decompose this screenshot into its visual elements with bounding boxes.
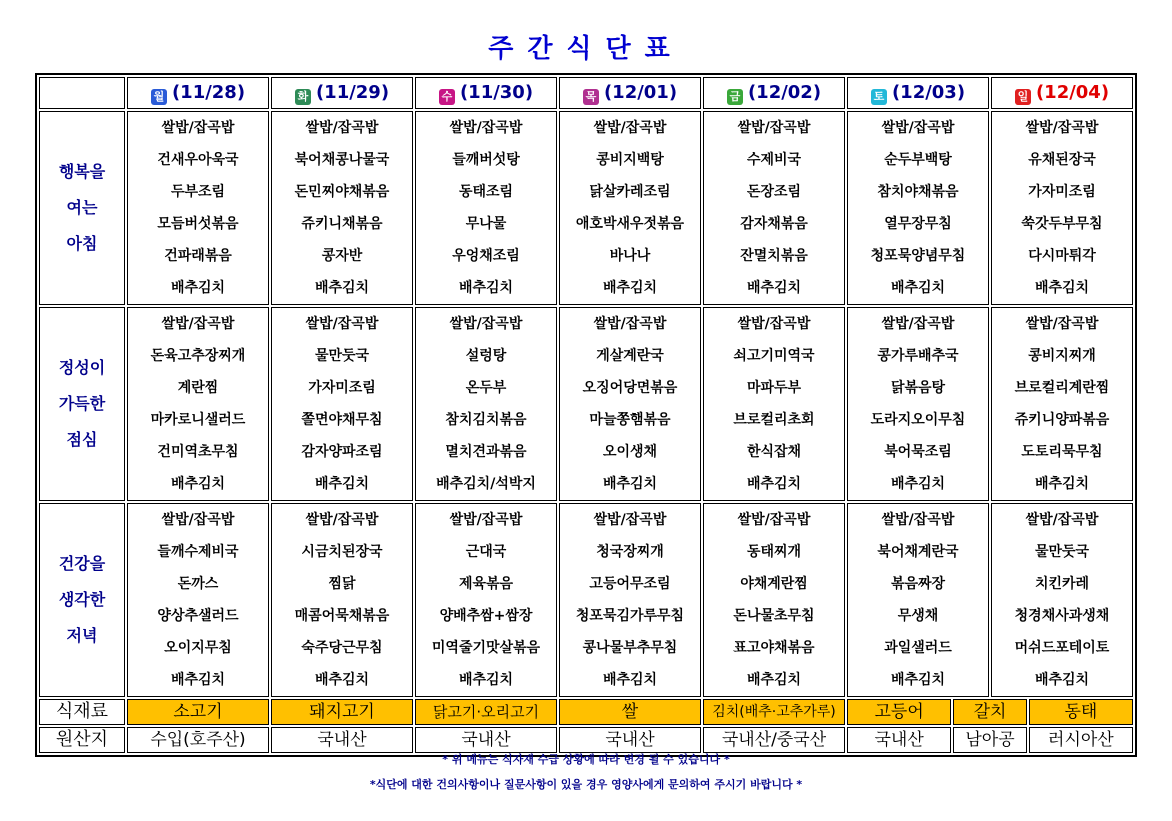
ingredient-row <box>39 699 1133 725</box>
menu-item: 배추김치 <box>890 672 946 688</box>
menu-item: 돈장조림 <box>746 184 802 200</box>
menu-cell <box>415 307 557 501</box>
origin-cell: 국내산 <box>559 727 701 753</box>
menu-item: 마카로니샐러드 <box>150 412 246 428</box>
menu-cell <box>703 307 845 501</box>
day-date: (11/28) <box>171 81 246 103</box>
menu-item: 물만둣국 <box>1034 544 1090 560</box>
menu-item: 제육볶음 <box>458 576 514 592</box>
menu-item: 쫄면야채무침 <box>301 412 383 428</box>
menu-item: 고등어무조림 <box>589 576 671 592</box>
menu-item: 배추김치 <box>746 672 802 688</box>
menu-item: 배추김치 <box>170 280 226 296</box>
day-header-sun <box>991 77 1133 109</box>
day-date: (12/04) <box>1035 81 1110 103</box>
menu-item: 멸치견과볶음 <box>445 444 527 460</box>
menu-item: 온두부 <box>465 380 507 396</box>
sun-icon: 일 <box>1015 89 1031 105</box>
ingredient-cell: 동태 <box>1029 699 1133 725</box>
menu-item: 유채된장국 <box>1028 152 1096 168</box>
corner-cell <box>39 77 125 109</box>
menu-item: 시금치된장국 <box>301 544 383 560</box>
day-date: (12/03) <box>891 81 966 103</box>
menu-item: 무나물 <box>465 216 507 232</box>
menu-item: 치킨카레 <box>1034 576 1090 592</box>
menu-item: 북어채콩나물국 <box>294 152 390 168</box>
menu-cell <box>991 503 1133 697</box>
menu-item: 북어채계란국 <box>877 544 959 560</box>
menu-list <box>992 504 1132 696</box>
menu-list <box>128 112 268 304</box>
menu-item: 콩비지백탕 <box>596 152 664 168</box>
origin-cell: 국내산 <box>847 727 951 753</box>
menu-item: 마늘쫑햄볶음 <box>589 412 671 428</box>
origin-cell: 국내산 <box>271 727 413 753</box>
day-header-sat <box>847 77 989 109</box>
menu-cell <box>271 503 413 697</box>
menu-item: 매콤어묵채볶음 <box>294 608 390 624</box>
menu-item: 쌀밥/잡곡밥 <box>449 512 523 528</box>
meal-label-line: 아침 <box>66 234 98 253</box>
menu-list <box>128 504 268 696</box>
menu-item: 콩자반 <box>321 248 363 264</box>
menu-item: 배추김치 <box>1034 476 1090 492</box>
menu-item: 배추김치 <box>602 672 658 688</box>
meal-row <box>39 503 1133 697</box>
menu-item: 배추김치 <box>314 476 370 492</box>
menu-item: 콩비지찌개 <box>1028 348 1096 364</box>
menu-item: 배추김치 <box>602 280 658 296</box>
origin-cell: 국내산 <box>415 727 557 753</box>
menu-list <box>560 112 700 304</box>
meal-label-line: 가득한 <box>58 394 106 413</box>
menu-list <box>992 308 1132 500</box>
menu-item: 가자미조림 <box>1028 184 1096 200</box>
menu-item: 쌀밥/잡곡밥 <box>737 316 811 332</box>
menu-cell <box>271 307 413 501</box>
menu-item: 다시마튀각 <box>1028 248 1096 264</box>
menu-item: 쌀밥/잡곡밥 <box>161 512 235 528</box>
menu-item: 쌀밥/잡곡밥 <box>305 120 379 136</box>
menu-list <box>848 504 988 696</box>
menu-item: 쌀밥/잡곡밥 <box>881 316 955 332</box>
menu-item: 배추김치 <box>170 476 226 492</box>
menu-item: 돈까스 <box>177 576 219 592</box>
menu-list <box>128 308 268 500</box>
menu-cell <box>991 307 1133 501</box>
menu-item: 근대국 <box>465 544 507 560</box>
menu-cell <box>847 111 989 305</box>
inquiry-notice-text: *식단에 대한 건의사항이나 질문사항이 있을 경우 영양사에게 문의하여 주시기 바랍니다 * <box>369 778 803 791</box>
day-header-row <box>39 77 1133 109</box>
menu-list <box>992 112 1132 304</box>
menu-item: 쌀밥/잡곡밥 <box>593 316 667 332</box>
day-header-fri <box>703 77 845 109</box>
weekly-menu-table <box>35 73 1137 757</box>
menu-item: 쌀밥/잡곡밥 <box>881 512 955 528</box>
menu-list <box>560 504 700 696</box>
menu-cell <box>703 111 845 305</box>
menu-item: 청국장찌개 <box>596 544 664 560</box>
ingredient-cell: 돼지고기 <box>271 699 413 725</box>
origin-cell: 남아공 <box>953 727 1027 753</box>
page-title: 주간식단표 <box>488 34 684 64</box>
menu-item: 청포묵김가루무침 <box>575 608 685 624</box>
thu-icon: 목 <box>583 89 599 105</box>
menu-item: 참치야채볶음 <box>877 184 959 200</box>
menu-item: 배추김치 <box>890 476 946 492</box>
menu-item: 쥬키니양파볶음 <box>1014 412 1110 428</box>
origin-split <box>847 727 1133 753</box>
meal-row <box>39 307 1133 501</box>
menu-item: 열무장무침 <box>884 216 952 232</box>
meal-label-line: 점심 <box>66 430 98 449</box>
menu-item: 배추김치 <box>314 280 370 296</box>
menu-item: 수제비국 <box>746 152 802 168</box>
menu-cell <box>703 503 845 697</box>
menu-list <box>704 308 844 500</box>
origin-cell: 국내산/중국산 <box>703 727 845 753</box>
menu-item: 배추김치 <box>746 476 802 492</box>
menu-item: 배추김치 <box>1034 672 1090 688</box>
menu-item: 배추김치 <box>458 280 514 296</box>
day-date: (12/01) <box>603 81 678 103</box>
menu-item: 쌀밥/잡곡밥 <box>593 512 667 528</box>
meal-label <box>39 503 125 697</box>
menu-item: 마파두부 <box>746 380 802 396</box>
menu-item: 오이생채 <box>602 444 658 460</box>
ingredient-label: 식재료 <box>39 699 125 725</box>
menu-item: 쌀밥/잡곡밥 <box>881 120 955 136</box>
menu-item: 우엉채조림 <box>452 248 520 264</box>
day-date: (11/29) <box>315 81 390 103</box>
menu-item: 야채계란찜 <box>740 576 808 592</box>
menu-item: 청포묵양념무침 <box>870 248 966 264</box>
menu-item: 쌀밥/잡곡밥 <box>305 316 379 332</box>
menu-item: 도라지오이무침 <box>870 412 966 428</box>
menu-item: 모듬버섯볶음 <box>157 216 239 232</box>
fri-icon: 금 <box>727 89 743 105</box>
menu-item: 두부조림 <box>170 184 226 200</box>
menu-cell <box>127 111 269 305</box>
menu-item: 건미역초무침 <box>157 444 239 460</box>
origin-label: 원산지 <box>39 727 125 753</box>
meal-label-line: 건강을 <box>58 554 106 573</box>
menu-item: 돈육고추장찌개 <box>150 348 246 364</box>
notice-text: * 위 메뉴는 식자재 수급 상황에 따라 변경 될 수 있습니다 * <box>442 753 730 766</box>
ingredient-cell: 닭고기·오리고기 <box>415 699 557 725</box>
menu-item: 쌀밥/잡곡밥 <box>449 316 523 332</box>
menu-cell <box>847 307 989 501</box>
menu-item: 쌀밥/잡곡밥 <box>1025 120 1099 136</box>
menu-item: 들깨수제비국 <box>157 544 239 560</box>
menu-item: 브로컬리계란찜 <box>1014 380 1110 396</box>
menu-cell <box>991 111 1133 305</box>
menu-item: 쌀밥/잡곡밥 <box>593 120 667 136</box>
menu-list <box>848 308 988 500</box>
day-header-thu <box>559 77 701 109</box>
day-date: (11/30) <box>459 81 534 103</box>
menu-item: 쌀밥/잡곡밥 <box>449 120 523 136</box>
menu-list <box>416 308 556 500</box>
menu-item: 표고야채볶음 <box>733 640 815 656</box>
menu-cell <box>559 111 701 305</box>
menu-item: 배추김치 <box>170 672 226 688</box>
menu-item: 콩나물부추무침 <box>582 640 678 656</box>
menu-item: 쌀밥/잡곡밥 <box>305 512 379 528</box>
tue-icon: 화 <box>295 89 311 105</box>
menu-item: 쌀밥/잡곡밥 <box>161 316 235 332</box>
menu-item: 쇠고기미역국 <box>733 348 815 364</box>
menu-list <box>848 112 988 304</box>
menu-item: 쌀밥/잡곡밥 <box>737 512 811 528</box>
menu-item: 도토리묵무침 <box>1021 444 1103 460</box>
menu-item: 돈민찌야채볶음 <box>294 184 390 200</box>
meal-label-line: 정성이 <box>58 358 106 377</box>
menu-item: 게살계란국 <box>596 348 664 364</box>
meal-row <box>39 111 1133 305</box>
menu-list <box>272 308 412 500</box>
menu-list <box>704 112 844 304</box>
menu-list <box>416 112 556 304</box>
menu-item: 콩가루배추국 <box>877 348 959 364</box>
menu-list <box>704 504 844 696</box>
menu-item: 찜닭 <box>328 576 356 592</box>
menu-item: 한식잡채 <box>746 444 802 460</box>
menu-item: 브로컬리초회 <box>733 412 815 428</box>
menu-item: 배추김치 <box>746 280 802 296</box>
ingredient-split <box>847 699 1133 725</box>
day-header-wed <box>415 77 557 109</box>
day-date: (12/02) <box>747 81 822 103</box>
menu-item: 쌀밥/잡곡밥 <box>1025 512 1099 528</box>
menu-item: 닭볶음탕 <box>890 380 946 396</box>
menu-item: 오징어당면볶음 <box>582 380 678 396</box>
menu-cell <box>415 111 557 305</box>
menu-item: 계란찜 <box>177 380 219 396</box>
meal-rows <box>39 111 1133 697</box>
menu-item: 순두부백탕 <box>884 152 952 168</box>
menu-cell <box>559 307 701 501</box>
sat-icon: 토 <box>871 89 887 105</box>
menu-item: 머쉬드포테이토 <box>1014 640 1110 656</box>
meal-label <box>39 111 125 305</box>
menu-item: 건파래볶음 <box>164 248 232 264</box>
menu-item: 애호박새우젓볶음 <box>575 216 685 232</box>
menu-item: 청경채사과생채 <box>1014 608 1110 624</box>
menu-item: 가자미조림 <box>308 380 376 396</box>
menu-item: 과일샐러드 <box>884 640 952 656</box>
menu-item: 쌀밥/잡곡밥 <box>737 120 811 136</box>
meal-label-line: 저녁 <box>66 626 98 645</box>
menu-item: 미역줄기맛살볶음 <box>431 640 541 656</box>
ingredient-cell: 소고기 <box>127 699 269 725</box>
menu-item: 오이지무침 <box>164 640 232 656</box>
menu-item: 양배추쌈+쌈장 <box>439 608 533 624</box>
menu-item: 동태찌개 <box>746 544 802 560</box>
origin-cell: 수입(호주산) <box>127 727 269 753</box>
ingredient-cell: 쌀 <box>559 699 701 725</box>
menu-item: 닭살카레조림 <box>589 184 671 200</box>
menu-item: 건새우아욱국 <box>157 152 239 168</box>
meal-label-line: 생각한 <box>58 590 106 609</box>
menu-item: 물만둣국 <box>314 348 370 364</box>
menu-item: 무생채 <box>897 608 939 624</box>
day-header-mon <box>127 77 269 109</box>
menu-item: 배추김치 <box>314 672 370 688</box>
menu-item: 볶음짜장 <box>890 576 946 592</box>
menu-list <box>272 504 412 696</box>
menu-item: 배추김치 <box>1034 280 1090 296</box>
menu-cell <box>415 503 557 697</box>
ingredient-cell: 김치(배추·고추가루) <box>703 699 845 725</box>
menu-item: 쑥갓두부무침 <box>1021 216 1103 232</box>
menu-item: 숙주당근무침 <box>301 640 383 656</box>
menu-item: 설렁탕 <box>465 348 507 364</box>
menu-item: 배추김치 <box>602 476 658 492</box>
menu-list <box>416 504 556 696</box>
day-header-tue <box>271 77 413 109</box>
menu-item: 북어묵조림 <box>884 444 952 460</box>
mon-icon: 월 <box>151 89 167 105</box>
menu-cell <box>559 503 701 697</box>
meal-label <box>39 307 125 501</box>
meal-label-line: 여는 <box>66 198 98 217</box>
menu-item: 배추김치 <box>458 672 514 688</box>
menu-cell <box>847 503 989 697</box>
wed-icon: 수 <box>439 89 455 105</box>
menu-item: 감자양파조림 <box>301 444 383 460</box>
ingredient-cell: 갈치 <box>953 699 1027 725</box>
meal-label-line: 행복을 <box>58 162 106 181</box>
menu-item: 배추김치 <box>890 280 946 296</box>
origin-row <box>39 727 1133 753</box>
menu-item: 참치김치볶음 <box>445 412 527 428</box>
origin-cell: 러시아산 <box>1029 727 1133 753</box>
menu-item: 잔멸치볶음 <box>740 248 808 264</box>
menu-list <box>272 112 412 304</box>
menu-item: 동태조림 <box>458 184 514 200</box>
menu-item: 배추김치/석박지 <box>436 476 536 492</box>
menu-item: 감자채볶음 <box>740 216 808 232</box>
menu-cell <box>127 307 269 501</box>
menu-item: 양상추샐러드 <box>157 608 239 624</box>
menu-list <box>560 308 700 500</box>
menu-item: 돈나물초무침 <box>733 608 815 624</box>
menu-item: 쥬키니채볶음 <box>301 216 383 232</box>
menu-item: 들깨버섯탕 <box>452 152 520 168</box>
menu-cell <box>127 503 269 697</box>
menu-item: 쌀밥/잡곡밥 <box>1025 316 1099 332</box>
ingredient-cell: 고등어 <box>847 699 951 725</box>
menu-cell <box>271 111 413 305</box>
menu-item: 쌀밥/잡곡밥 <box>161 120 235 136</box>
menu-item: 바나나 <box>609 248 651 264</box>
